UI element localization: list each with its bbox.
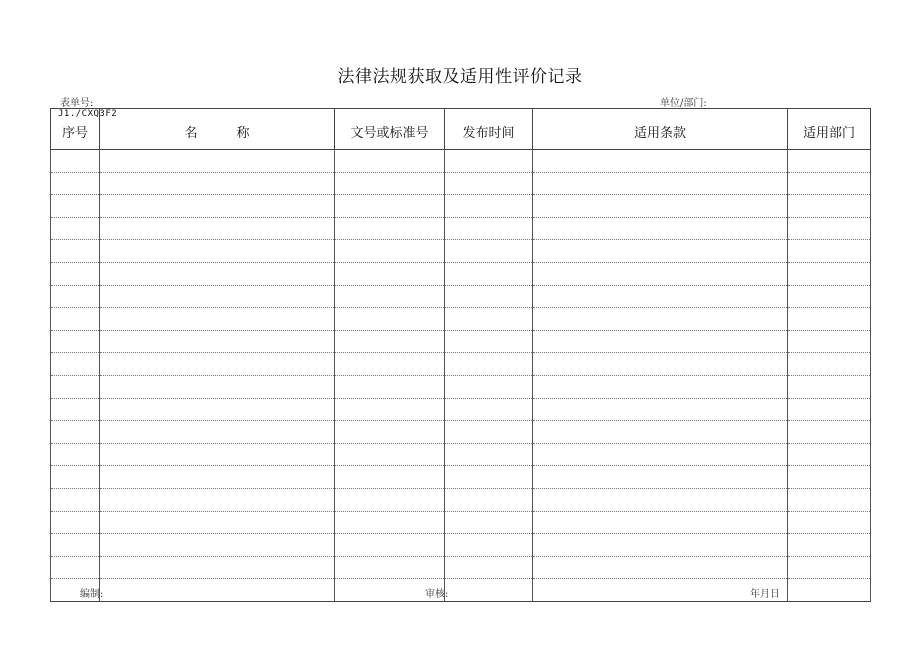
publish-date-cell xyxy=(445,556,533,579)
table-row xyxy=(51,556,871,579)
doc-number-cell xyxy=(335,556,445,579)
name-cell xyxy=(100,534,335,557)
table-row xyxy=(51,534,871,557)
serial-cell xyxy=(51,488,100,511)
doc-number-cell xyxy=(335,421,445,444)
applicable-department-cell xyxy=(788,330,871,353)
publish-date-cell xyxy=(445,579,533,602)
date-label: 年月日 xyxy=(750,589,780,600)
applicable-department-cell xyxy=(788,443,871,466)
name-cell xyxy=(100,150,335,173)
applicable-clause-cell xyxy=(533,421,788,444)
serial-cell xyxy=(51,150,100,173)
serial-cell xyxy=(51,534,100,557)
table-row xyxy=(51,466,871,489)
applicable-clause-cell xyxy=(533,511,788,534)
table-row xyxy=(51,285,871,308)
applicable-department-cell xyxy=(788,150,871,173)
name-cell xyxy=(100,579,335,602)
applicable-department-cell xyxy=(788,579,871,602)
applicable-clause-cell xyxy=(533,556,788,579)
doc-number-cell xyxy=(335,172,445,195)
publish-date-cell xyxy=(445,353,533,376)
serial-cell xyxy=(51,195,100,218)
table-body xyxy=(51,150,871,602)
name-cell xyxy=(100,421,335,444)
serial-cell xyxy=(51,330,100,353)
applicable-clause-cell xyxy=(533,443,788,466)
table-row xyxy=(51,421,871,444)
form-code: J1./CXQ3F2 xyxy=(58,109,118,119)
serial-cell xyxy=(51,421,100,444)
applicable-department-cell xyxy=(788,308,871,331)
applicable-department-cell xyxy=(788,195,871,218)
table-row xyxy=(51,443,871,466)
publish-date-cell xyxy=(445,488,533,511)
serial-cell xyxy=(51,240,100,263)
reviewer-label: 审核: xyxy=(425,589,449,600)
applicable-department-cell xyxy=(788,217,871,240)
applicable-department-cell xyxy=(788,488,871,511)
unit-department-label: 单位/部门: xyxy=(660,98,707,109)
name-cell xyxy=(100,466,335,489)
form-number-label: 表单号: xyxy=(60,98,94,109)
serial-cell xyxy=(51,308,100,331)
name-cell xyxy=(100,511,335,534)
serial-cell xyxy=(51,375,100,398)
doc-number-cell xyxy=(335,240,445,263)
serial-cell xyxy=(51,511,100,534)
doc-number-cell xyxy=(335,466,445,489)
name-cell xyxy=(100,262,335,285)
doc-number-cell xyxy=(335,398,445,421)
serial-cell xyxy=(51,466,100,489)
applicable-clause-cell xyxy=(533,150,788,173)
serial-cell xyxy=(51,556,100,579)
doc-number-cell xyxy=(335,511,445,534)
table-row xyxy=(51,488,871,511)
publish-date-cell xyxy=(445,262,533,285)
publish-date-cell xyxy=(445,511,533,534)
doc-number-cell xyxy=(335,443,445,466)
serial-cell xyxy=(51,217,100,240)
doc-number-cell xyxy=(335,195,445,218)
applicable-clause-cell xyxy=(533,172,788,195)
publish-date-cell xyxy=(445,172,533,195)
name-cell xyxy=(100,488,335,511)
applicable-department-cell xyxy=(788,172,871,195)
name-cell xyxy=(100,556,335,579)
applicable-department-cell xyxy=(788,556,871,579)
applicable-clause-cell xyxy=(533,195,788,218)
table-row xyxy=(51,262,871,285)
column-header-serial: 序号 xyxy=(51,109,100,150)
applicable-department-cell xyxy=(788,534,871,557)
publish-date-cell xyxy=(445,217,533,240)
name-cell xyxy=(100,308,335,331)
publish-date-cell xyxy=(445,308,533,331)
table-row xyxy=(51,511,871,534)
name-cell xyxy=(100,195,335,218)
applicable-department-cell xyxy=(788,262,871,285)
table-row xyxy=(51,240,871,263)
column-header-publish-date: 发布时间 xyxy=(445,109,533,150)
applicable-clause-cell xyxy=(533,488,788,511)
table-row xyxy=(51,150,871,173)
serial-cell xyxy=(51,262,100,285)
name-cell xyxy=(100,443,335,466)
name-cell xyxy=(100,398,335,421)
table-row xyxy=(51,217,871,240)
doc-number-cell xyxy=(335,353,445,376)
column-header-applicable-department: 适用部门 xyxy=(788,109,871,150)
doc-number-cell xyxy=(335,488,445,511)
table-row xyxy=(51,330,871,353)
name-cell xyxy=(100,240,335,263)
publish-date-cell xyxy=(445,150,533,173)
publish-date-cell xyxy=(445,443,533,466)
table-row xyxy=(51,308,871,331)
applicable-department-cell xyxy=(788,285,871,308)
record-table xyxy=(50,108,871,602)
applicable-department-cell xyxy=(788,421,871,444)
applicable-clause-cell xyxy=(533,330,788,353)
doc-number-cell xyxy=(335,534,445,557)
serial-cell xyxy=(51,285,100,308)
doc-number-cell xyxy=(335,262,445,285)
applicable-clause-cell xyxy=(533,262,788,285)
doc-number-cell xyxy=(335,375,445,398)
publish-date-cell xyxy=(445,375,533,398)
compiler-label: 编制: xyxy=(80,589,104,600)
applicable-clause-cell xyxy=(533,240,788,263)
applicable-clause-cell xyxy=(533,398,788,421)
applicable-department-cell xyxy=(788,353,871,376)
serial-cell xyxy=(51,443,100,466)
publish-date-cell xyxy=(445,285,533,308)
name-cell xyxy=(100,172,335,195)
serial-cell xyxy=(51,172,100,195)
applicable-clause-cell xyxy=(533,466,788,489)
applicable-department-cell xyxy=(788,375,871,398)
table-row xyxy=(51,195,871,218)
name-cell xyxy=(100,217,335,240)
column-header-applicable-clause: 适用条款 xyxy=(533,109,788,150)
name-cell xyxy=(100,353,335,376)
applicable-department-cell xyxy=(788,240,871,263)
publish-date-cell xyxy=(445,240,533,263)
applicable-clause-cell xyxy=(533,217,788,240)
publish-date-cell xyxy=(445,398,533,421)
serial-cell xyxy=(51,398,100,421)
name-cell xyxy=(100,285,335,308)
column-header-name: 名 称 xyxy=(100,109,335,150)
applicable-department-cell xyxy=(788,511,871,534)
doc-number-cell xyxy=(335,217,445,240)
table-row xyxy=(51,353,871,376)
name-cell xyxy=(100,375,335,398)
name-cell xyxy=(100,330,335,353)
doc-number-cell xyxy=(335,150,445,173)
serial-cell xyxy=(51,353,100,376)
applicable-clause-cell xyxy=(533,353,788,376)
applicable-department-cell xyxy=(788,466,871,489)
doc-number-cell xyxy=(335,308,445,331)
column-header-doc-number: 文号或标准号 xyxy=(335,109,445,150)
page-title: 法律法规获取及适用性评价记录 xyxy=(337,67,583,87)
doc-number-cell xyxy=(335,330,445,353)
applicable-clause-cell xyxy=(533,375,788,398)
publish-date-cell xyxy=(445,466,533,489)
table-row xyxy=(51,172,871,195)
publish-date-cell xyxy=(445,195,533,218)
table-row xyxy=(51,398,871,421)
table-header-row xyxy=(51,109,871,150)
table-row xyxy=(51,579,871,602)
doc-number-cell xyxy=(335,285,445,308)
applicable-clause-cell xyxy=(533,285,788,308)
applicable-clause-cell xyxy=(533,534,788,557)
publish-date-cell xyxy=(445,421,533,444)
applicable-department-cell xyxy=(788,398,871,421)
publish-date-cell xyxy=(445,534,533,557)
table-row xyxy=(51,375,871,398)
applicable-clause-cell xyxy=(533,308,788,331)
publish-date-cell xyxy=(445,330,533,353)
